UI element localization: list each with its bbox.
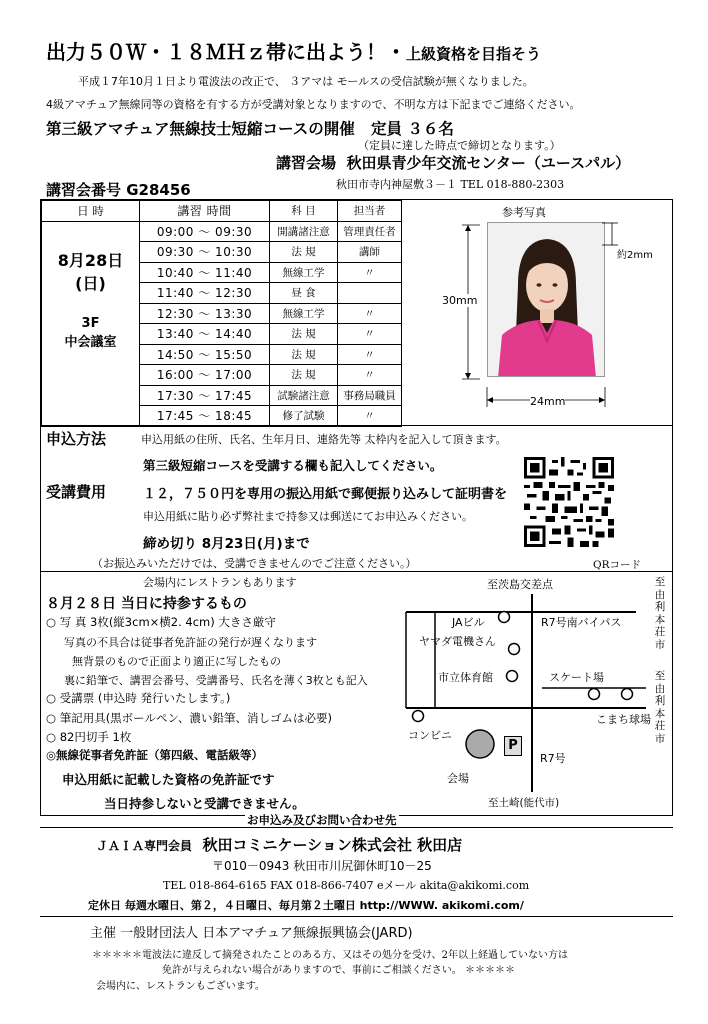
venue-address: 秋田市寺内神屋敷３－１ TEL 018-880-2303: [336, 178, 565, 191]
time-cell: 12:30 ～ 13:30: [140, 303, 270, 324]
table-row: [42, 221, 402, 242]
qr-label: QRコード: [593, 559, 642, 571]
map-r7: R7号: [540, 752, 566, 765]
bring-item-photo-note-3: 裏に鉛筆で、講習会番号、受講番号、氏名を薄く3枚とも記入: [64, 674, 368, 687]
intro-line-1: 平成１7年10月１日より電波法の改正で、 ３アマは モールスの受信試験が無くなりました。: [78, 75, 534, 88]
photo-height: 30mm: [442, 294, 478, 307]
session-number: 講習会番号 G28456: [46, 181, 191, 199]
subject-cell: 法 規: [270, 324, 338, 345]
fee-text-2: 申込用紙に貼り必ず弊社まで持参又は郵送にてお申込みください。: [143, 510, 473, 523]
map-south: 至土崎(能代市): [488, 797, 560, 809]
map-ja-building: JAビル: [452, 616, 485, 629]
capacity-note: （定員に達した時点で締切となります。）: [358, 139, 561, 152]
contact-heading: お申込み及びお問い合わせ先: [247, 813, 397, 827]
fee-label: 受講費用: [46, 483, 107, 501]
header-time: 講習 時間: [140, 201, 270, 222]
venue: 講習会場 秋田県青少年交流センター（ユースパル）: [276, 154, 631, 172]
schedule-room: 中会議室: [64, 334, 117, 350]
venue-name: 秋田県青少年交流センター（ユースパル）: [346, 154, 631, 172]
method-text: 申込用紙の住所、氏名、生年月日、連絡先等 太枠内を記入して頂きます。: [141, 433, 507, 446]
bring-title: ８月２８日 当日に持参するもの: [46, 596, 247, 612]
map-roads: [404, 572, 670, 812]
photo-top-margin: 約2mm: [617, 250, 653, 261]
subject-cell: 法 規: [270, 242, 338, 263]
warning-line-2: 免許が与えられない場合がありますので、事前にご相談ください。 ＊＊＊＊＊: [162, 965, 515, 976]
contact-member: ＪＡＩＡ専門会員: [96, 839, 193, 853]
map-venue: 会場: [447, 772, 469, 785]
fee-text: １２，７５０円を専用の振込用紙で郵便振り込みして証明書を: [143, 487, 508, 502]
parking-icon: P: [504, 736, 522, 756]
schedule-date-cell: [42, 221, 140, 426]
bring-restaurant: 会場内にレストランもあります: [143, 576, 297, 589]
map-skate: スケート場: [549, 671, 604, 684]
bring-item-photo: ○ 写 真 3枚(縦3cm×横2. 4cm) 大きさ厳守: [46, 615, 276, 629]
contact-phone: TEL 018-864-6165 FAX 018-866-7407 eメール akita@akikomi.com: [163, 879, 530, 892]
course-title: 第三級アマチュア無線技士短縮コースの開催 定員 ３６名: [46, 120, 454, 138]
photo-dimension-lines: [440, 215, 670, 410]
bring-license-note-1: 申込用紙に記載した資格の免許証です: [62, 772, 275, 787]
teacher-cell: 講師: [338, 242, 402, 263]
map-north: 至茨島交差点: [487, 578, 553, 591]
map-convenience: コンビニ: [408, 729, 452, 742]
bring-item-stamp: ○ 82円切手 1枚: [46, 730, 132, 744]
map-komachi: こまち球場: [596, 713, 651, 726]
access-map: [404, 572, 670, 812]
schedule-day: (日): [75, 273, 106, 293]
subject-cell: 法 規: [270, 365, 338, 386]
subject-cell: 昼 食: [270, 283, 338, 304]
subject-cell: 修了試験: [270, 406, 338, 427]
time-cell: 13:40 ～ 14:40: [140, 324, 270, 345]
subject-cell: 無線工学: [270, 303, 338, 324]
teacher-cell: 〃: [338, 324, 402, 345]
time-cell: 09:00 ～ 09:30: [140, 221, 270, 242]
subject-cell: 無線工学: [270, 262, 338, 283]
bring-license-note-2: 当日持参しないと受講できません。: [104, 796, 305, 811]
map-gym: 市立体育館: [438, 671, 493, 684]
schedule-header-row: [42, 201, 402, 222]
contact-address: 〒010－0943 秋田市川尻御休町10－25: [212, 859, 432, 873]
teacher-cell: 〃: [338, 344, 402, 365]
teacher-cell: 〃: [338, 406, 402, 427]
map-r7-bypass: R7号南バイパス: [541, 616, 622, 629]
page-title: 出力５０Ｗ・１８ＭＨｚ帯に出よう！・上級資格を目指そう: [46, 40, 542, 64]
warning-line-1: ＊＊＊＊＊電波法に違反して摘発されたことのある方、又はその処分を受け、2年以上経過していない方は: [92, 950, 568, 961]
contact-company: ＪＡＩＡ専門会員 秋田コミニケーション株式会社 秋田店: [96, 836, 463, 854]
capacity: 定員 ３６名: [370, 120, 454, 138]
map-east-2: 至由利本荘市: [654, 670, 666, 745]
time-cell: 11:40 ～ 12:30: [140, 283, 270, 304]
page-subtitle: 上級資格を目指そう: [406, 45, 542, 63]
subject-cell: 試験諸注意: [270, 385, 338, 406]
photo-caption: 参考写真: [502, 206, 546, 219]
organizer: 主催 一般財団法人 日本アマチュア無線振興協会(JARD): [90, 926, 413, 941]
teacher-cell: [338, 283, 402, 304]
time-cell: 14:50 ～ 15:50: [140, 344, 270, 365]
teacher-cell: 管理責任者: [338, 221, 402, 242]
map-east-1: 至由利本荘市: [654, 576, 666, 651]
bring-item-stationery: ○ 筆記用具(黒ボールペン、濃い鉛筆、消しゴムは必要): [46, 711, 333, 725]
header-teacher: 担当者: [338, 201, 402, 222]
time-cell: 17:30 ～ 17:45: [140, 385, 270, 406]
time-cell: 09:30 ～ 10:30: [140, 242, 270, 263]
time-cell: 16:00 ～ 17:00: [140, 365, 270, 386]
intro-line-2: 4級アマチュア無線同等の資格を有する方が受講対象となりますので、不明な方は下記までご連絡ください。: [46, 98, 581, 111]
schedule-floor: 3F: [81, 315, 100, 331]
schedule-table: [41, 200, 402, 427]
method-label: 申込方法: [46, 430, 107, 448]
teacher-cell: 〃: [338, 262, 402, 283]
time-cell: 17:45 ～ 18:45: [140, 406, 270, 427]
payment-note: （お振込みいただけでは、受講できませんのでご注意ください。）: [92, 557, 417, 570]
bring-item-ticket: ○ 受講票 (申込時 発行いたします。): [46, 691, 231, 705]
deadline: 締め切り 8月23日(月)まで: [143, 536, 310, 552]
teacher-cell: 〃: [338, 365, 402, 386]
bring-item-license: ◎無線従事者免許証（第四級、電話級等）: [46, 748, 264, 762]
contact-holiday: 定休日 毎週水曜日、第２，４日曜日、毎月第２土曜日 http://WWW. akikomi.com/: [88, 899, 524, 912]
header-datetime: 日 時: [42, 201, 140, 222]
subject-cell: 法 規: [270, 344, 338, 365]
subject-cell: 開講諸注意: [270, 221, 338, 242]
bring-item-photo-note-1: 写真の不具合は従事者免許証の発行が遅くなります: [64, 636, 317, 649]
method-text-2: 第三級短縮コースを受講する欄も記入してください。: [143, 458, 443, 473]
photo-width: 24mm: [530, 395, 566, 408]
schedule-date: 8月28日: [57, 250, 124, 270]
teacher-cell: 〃: [338, 303, 402, 324]
header-subject: 科 目: [270, 201, 338, 222]
footer-restaurant: 会場内に、レストランもございます。: [96, 981, 265, 992]
qr-code-icon: [524, 457, 614, 547]
bring-item-photo-note-2: 無背景のもので正面より適正に写したもの: [72, 655, 281, 668]
teacher-cell: 事務局職員: [338, 385, 402, 406]
map-yamada: ヤマダ電機さん: [419, 635, 496, 648]
time-cell: 10:40 ～ 11:40: [140, 262, 270, 283]
